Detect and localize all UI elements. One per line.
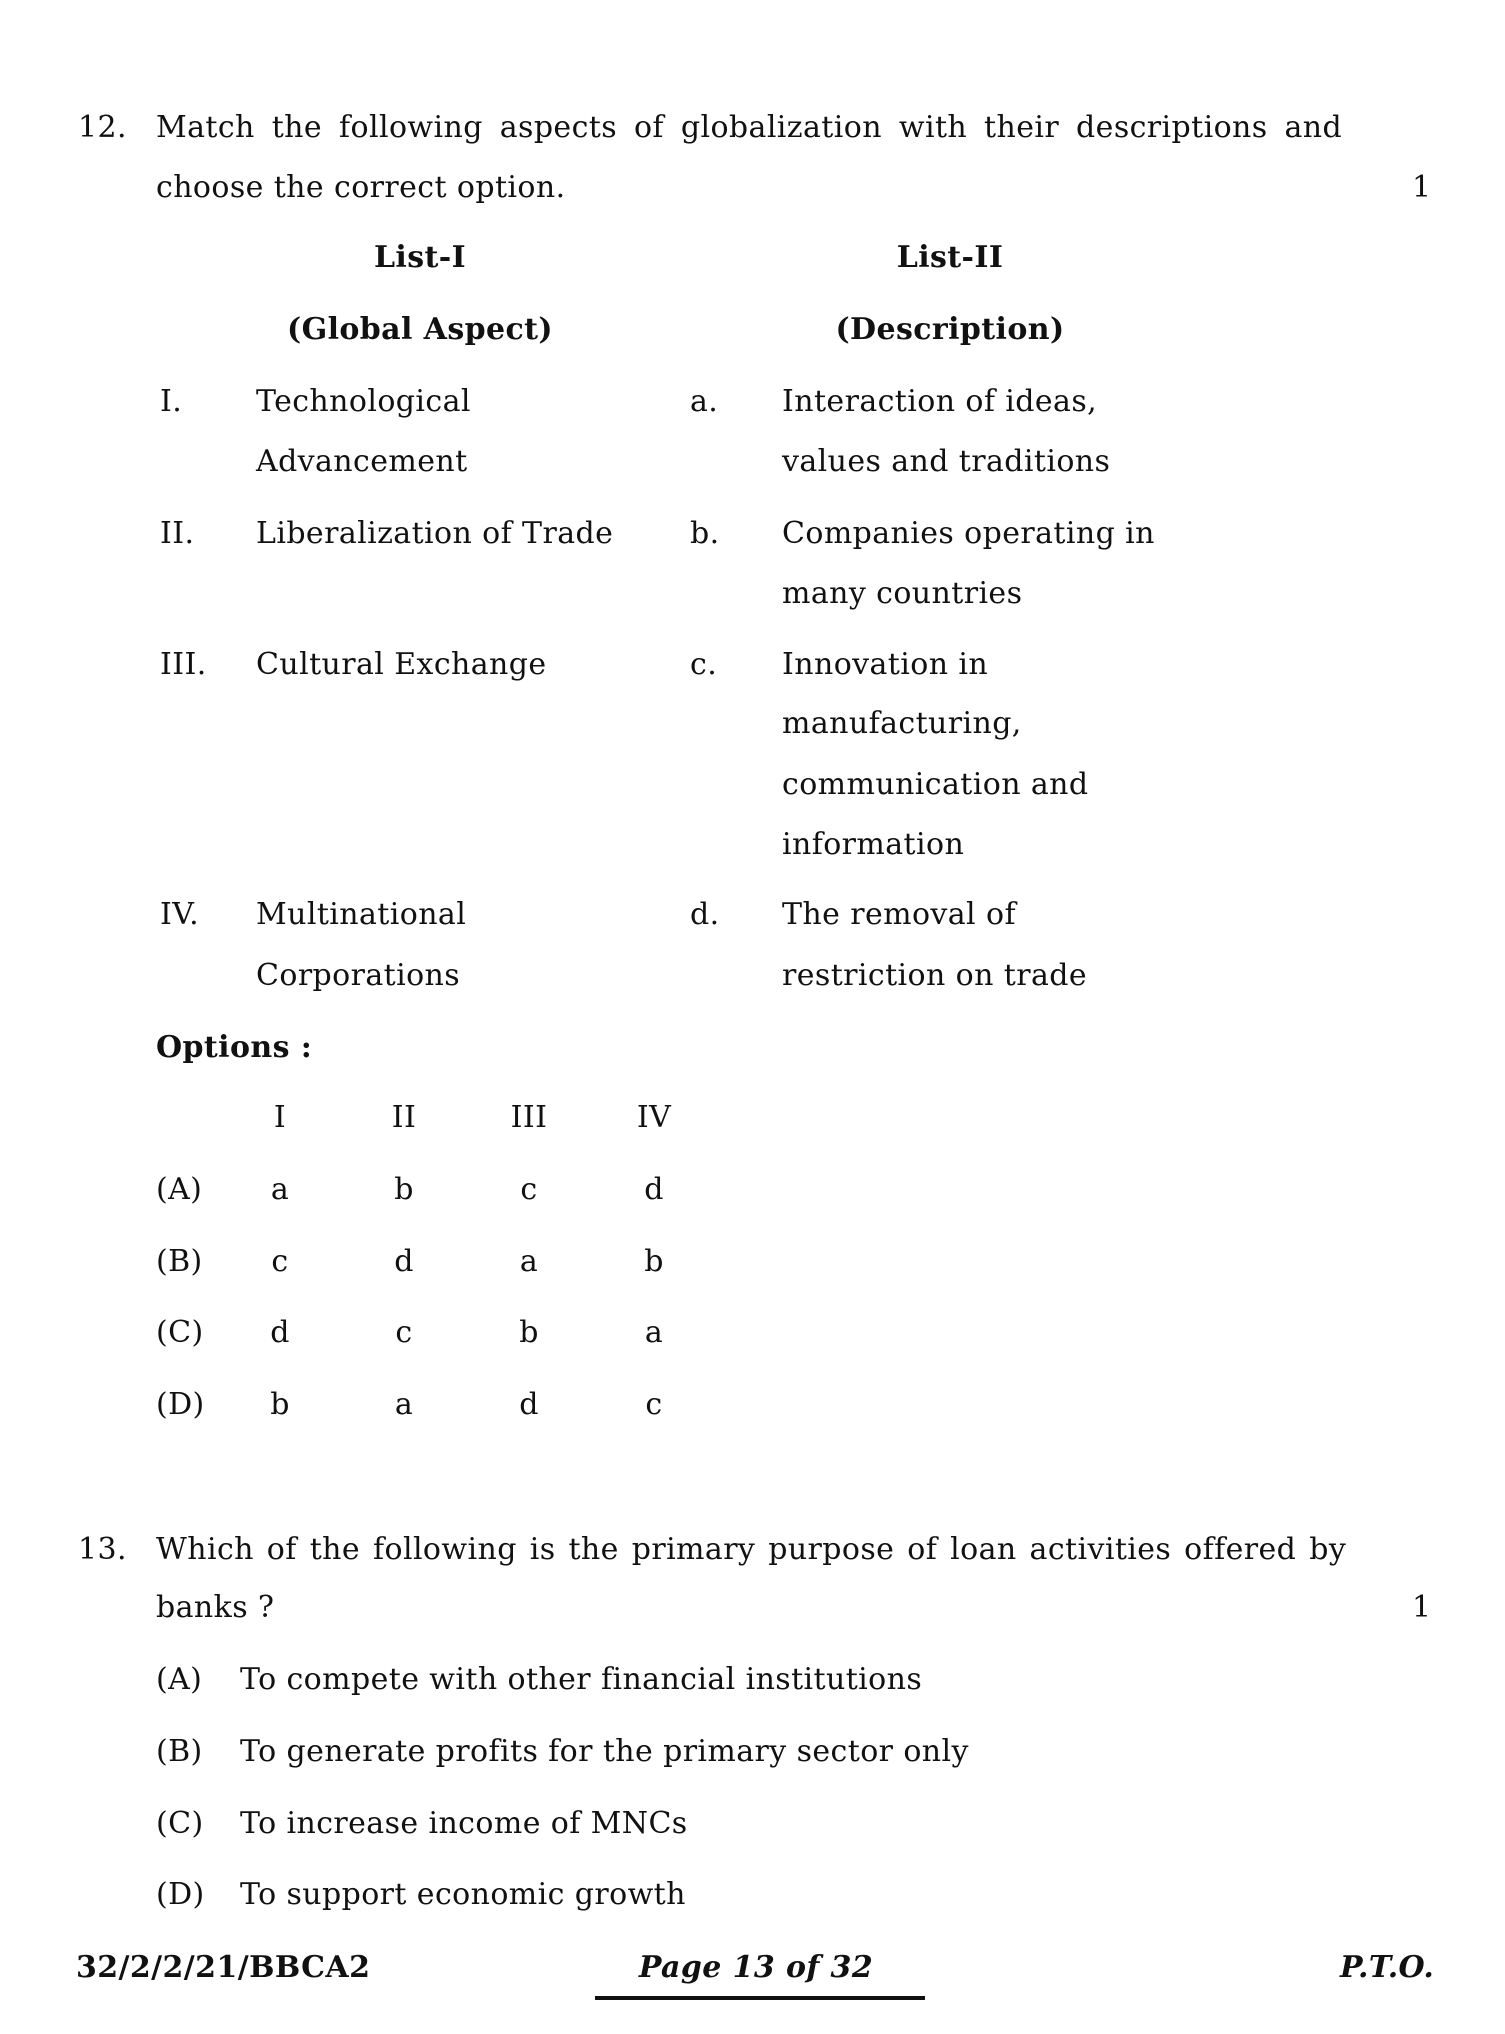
page-number-underline [595, 1996, 925, 2000]
table-cell: a [644, 1315, 664, 1350]
table-cell: a [519, 1244, 539, 1279]
question-text-line-1: Match the following aspects of globalization with their descriptions and [156, 110, 1343, 145]
option-text[interactable]: To compete with other financial institutions [240, 1662, 923, 1697]
table-cell: b [270, 1387, 290, 1422]
list-1-text: Corporations [256, 958, 461, 993]
option-label[interactable]: (A) [156, 1172, 203, 1207]
list-1-text: Liberalization of Trade [256, 516, 614, 551]
list-2-text: Innovation in [782, 647, 989, 682]
list-1-title: List-I [373, 240, 467, 275]
column-header: II [391, 1100, 417, 1135]
question-marks: 1 [1412, 1590, 1432, 1625]
question-number: 12. [78, 110, 127, 145]
list-1-text: Multinational [256, 897, 467, 932]
option-label[interactable]: (B) [156, 1734, 203, 1769]
table-cell: d [644, 1172, 664, 1207]
column-header: IV [636, 1100, 672, 1135]
option-text[interactable]: To increase income of MNCs [240, 1806, 688, 1841]
table-cell: b [644, 1244, 664, 1279]
table-cell: c [520, 1172, 538, 1207]
paper-code: 32/2/2/21/BBCA2 [76, 1950, 371, 1985]
option-label[interactable]: (B) [156, 1244, 203, 1279]
option-label[interactable]: (D) [156, 1387, 205, 1422]
option-text[interactable]: To support economic growth [240, 1877, 686, 1912]
list-1-label: I. [160, 384, 183, 419]
table-cell: b [519, 1315, 539, 1350]
table-cell: c [395, 1315, 413, 1350]
list-2-text: The removal of [782, 897, 1016, 932]
list-2-label: c. [690, 647, 718, 682]
page-number: Page 13 of 32 [638, 1950, 874, 1985]
option-label[interactable]: (D) [156, 1877, 205, 1912]
option-label[interactable]: (C) [156, 1315, 204, 1350]
option-text[interactable]: To generate profits for the primary sector only [240, 1734, 969, 1769]
list-2-text: communication and [782, 767, 1089, 802]
list-1-subtitle: (Global Aspect) [286, 312, 554, 347]
list-2-text: restriction on trade [782, 958, 1088, 993]
list-1-text: Technological [256, 384, 471, 419]
question-number: 13. [78, 1532, 127, 1567]
question-marks: 1 [1412, 170, 1432, 205]
list-2-subtitle: (Description) [835, 312, 1065, 347]
option-label[interactable]: (C) [156, 1806, 204, 1841]
column-header: III [510, 1100, 548, 1135]
table-cell: a [394, 1387, 414, 1422]
table-cell: d [519, 1387, 539, 1422]
question-text-line-1: Which of the following is the primary purpose of loan activities offered by [156, 1532, 1347, 1567]
list-2-text: Interaction of ideas, [782, 384, 1098, 419]
list-1-text: Cultural Exchange [256, 647, 547, 682]
options-heading: Options : [156, 1030, 313, 1065]
table-cell: d [394, 1244, 414, 1279]
list-1-label: IV. [160, 897, 200, 932]
table-cell: a [270, 1172, 290, 1207]
list-2-text: Companies operating in [782, 516, 1155, 551]
list-1-label: II. [160, 516, 195, 551]
list-2-label: d. [690, 897, 720, 932]
question-text-line-2: choose the correct option. [156, 170, 566, 205]
pto-marker: P.T.O. [1340, 1950, 1435, 1985]
list-2-text: many countries [782, 576, 1023, 611]
list-1-text: Advancement [256, 444, 468, 479]
list-2-title: List-II [896, 240, 1004, 275]
list-2-text: information [782, 827, 965, 862]
table-cell: b [394, 1172, 414, 1207]
table-cell: c [271, 1244, 289, 1279]
table-cell: d [270, 1315, 290, 1350]
list-1-label: III. [160, 647, 207, 682]
column-header: I [273, 1100, 287, 1135]
list-2-label: b. [690, 516, 720, 551]
table-cell: c [645, 1387, 663, 1422]
option-label[interactable]: (A) [156, 1662, 203, 1697]
question-text-line-2: banks ? [156, 1590, 275, 1625]
list-2-label: a. [690, 384, 719, 419]
list-2-text: values and traditions [782, 444, 1111, 479]
list-2-text: manufacturing, [782, 706, 1022, 741]
